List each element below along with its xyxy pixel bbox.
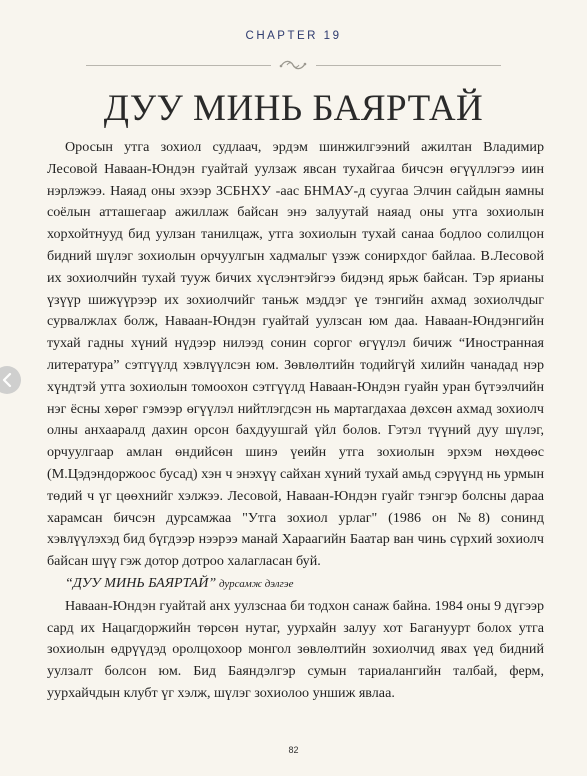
page-title: ДУУ МИНЬ БАЯРТАЙ — [103, 88, 484, 129]
chevron-left-icon — [1, 373, 13, 387]
divider-line-left — [86, 65, 271, 66]
subheading-quote: “ДУУ МИНЬ БАЯРТАЙ” — [65, 574, 217, 591]
flourish-ornament-icon — [278, 57, 308, 73]
paragraph: Оросын утга зохиол судлаач, эрдэм шинжилгээний ажилтан Владимир Лесовой Наваан-Юндэн гуайтай уулзаж явсан тухайгаа бичсэн өгүүллэгээ иин нэрлэжээ. Наяад оны эхээр ЗСБНХУ -аас БНМАУ-д суугаа Элчин сайдын яамны соёлын атташегаар ажиллаж байсан энэ залуутай наяад оны утга зохиолын хорхойтнууд бид уулзан танилцаж, утга зохиолын тухай санаа бодлоо солилцон бидний шүлэг зохиолын орчуулгын хадмалыг үзэж сонирхдог байлаа. В.Лесовой их зохиолчийн тухай тууж бичих хүслэнтэйгээ бидэнд ярьж байсан. Тэр ярианы үзүүр шижүүрээр их зохиолчийг таньж мэддэг үе тэнгийн ахмад зохиолчдыг сурвалжлах болж, Наваан-Юндэн гуайтай уулзсан юм даа. Наваан-Юндэнгийн тухай гадны хүний нүдээр нилээд сонин соргог өгүүлэл бичиж “Иностранная литература” сэтгүүлд хэвлүүлсэн юм. Зөвлөлтийн тодийгүй хилийн чанадад нэр хүндтэй утга зохиолын томоохон сэтгүүлд Наваан-Юндэн гуайн уран бүтээлчийн нэг ёсны хөрөг гэмээр өгүүлэл нийтлэгдсэн нь мартагдахаа дөхсөн ахмад зохиолч олны анхааралд дахин орсон бахдуушгай үйл болов. Гэтэл түүний дуу шүлэг, орчуулгаар амлан өндийсөн шинэ үеийн утга зохиолын эрхэм нөхдөөс (М.Цэдэндоржоос бусад) хэн ч энэхүү сайхан хүний тухай амьд сэрүүнд нь урмын төдий ч үг цөөхнийг хэлжээ. Лесовой, Наваан-Юндэн гуайг тэнгэр болсны дараа харамсан бичсэн дурсамжаа "Утга зохиол урлаг" (1986 он №8) сонинд хэвлүүлэхэд бид бүгдээр нээрээ манай Харaaгийн Баатар ван чинь сүрхий зохиолч байсан шүү гэж дотор дотроо халагласан буй. — [47, 139, 544, 570]
subheading-note: дурсамж дэлгэе — [216, 577, 294, 590]
page-number: 82 — [288, 745, 299, 755]
paragraph: Наваан-Юндэн гуайтай анх уулзснаа би тодхон санаж байна. 1984 оны 9 дүгээр сард их Нацагдоржийн төрсөн нутаг, уурхайн залуу хот Багануурт болох утга зохиолын өдрүүдэд оролцохоор монгол зөвлөлтийн зохиолчид явах үед бидний уулзалт болсон юм. Бид Баяндэлгэр сумын тариалангийн талбай, ферм, уурхайчдын клубт үг хэлж, шүлэг зохиолоо уншиж явлаа. — [47, 597, 544, 701]
article-body — [47, 137, 544, 705]
ornamental-divider — [86, 61, 501, 71]
section-subheading — [47, 573, 544, 596]
divider-line-right — [316, 65, 501, 66]
chapter-heading: CHAPTER 19 — [245, 30, 342, 42]
previous-page-button[interactable] — [0, 366, 21, 394]
